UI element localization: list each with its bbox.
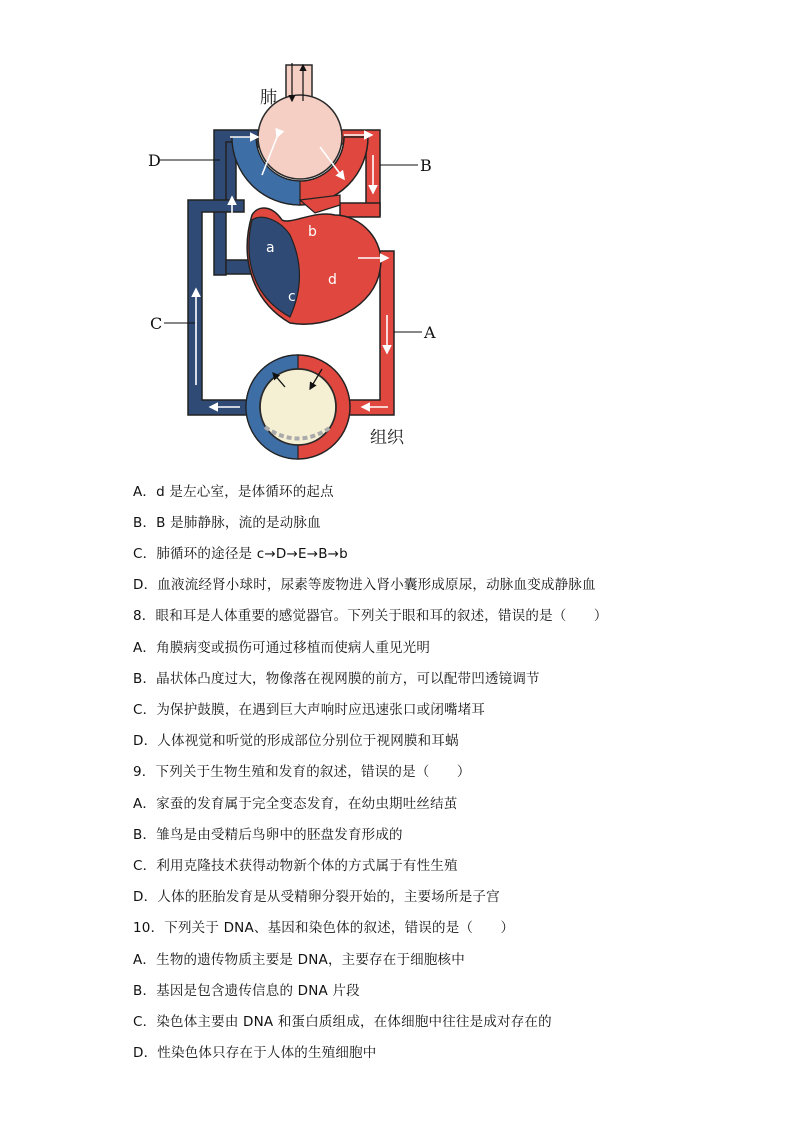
option-8a: A．角膜病变或损伤可通过移植而使病人重见光明 (133, 640, 431, 656)
blood-circulation-diagram (140, 55, 450, 470)
option-9d: D．人体的胚胎发育是从受精卵分裂开始的，主要场所是子宫 (133, 889, 500, 905)
option-9b: B．雏鸟是由受精后鸟卵中的胚盘发育形成的 (133, 827, 403, 843)
option-9a: A．家蚕的发育属于完全变态发育，在幼虫期吐丝结茧 (133, 796, 458, 812)
label-B: B (420, 156, 432, 175)
option-7d: D．血液流经肾小球时，尿素等废物进入肾小囊形成原尿，动脉血变成静脉血 (133, 577, 596, 593)
option-8c: C．为保护鼓膜，在遇到巨大声响时应迅速张口或闭嘴堵耳 (133, 702, 486, 718)
label-A: A (424, 323, 436, 342)
label-d: d (328, 272, 337, 288)
tissue-organ (246, 355, 350, 459)
option-10b: B．基因是包含遗传信息的 DNA 片段 (133, 983, 360, 999)
label-lung: 肺 (260, 88, 277, 108)
label-a: a (266, 240, 275, 256)
label-tissue: 组织 (370, 428, 404, 448)
option-7a: A．d 是左心室，是体循环的起点 (133, 484, 334, 500)
question-8: 8．眼和耳是人体重要的感觉器官。下列关于眼和耳的叙述，错误的是（ ） (133, 608, 608, 624)
question-10: 10．下列关于 DNA、基因和染色体的叙述，错误的是（ ） (133, 920, 515, 936)
label-D: D (148, 151, 161, 170)
option-10d: D．性染色体只存在于人体的生殖细胞中 (133, 1045, 377, 1061)
option-8d: D．人体视觉和听觉的形成部位分别位于视网膜和耳蜗 (133, 733, 459, 749)
label-C: C (150, 314, 163, 333)
option-10c: C．染色体主要由 DNA 和蛋白质组成，在体细胞中往往是成对存在的 (133, 1014, 552, 1030)
option-9c: C．利用克隆技术获得动物新个体的方式属于有性生殖 (133, 858, 458, 874)
question-9: 9．下列关于生物生殖和发育的叙述，错误的是（ ） (133, 764, 471, 780)
label-c: c (288, 289, 296, 305)
option-10a: A．生物的遗传物质主要是 DNA，主要存在于细胞核中 (133, 952, 465, 968)
option-8b: B．晶状体凸度过大，物像落在视网膜的前方，可以配带凹透镜调节 (133, 671, 540, 687)
option-7c: C．肺循环的途径是 c→D→E→B→b (133, 546, 348, 562)
option-7b: B．B 是肺静脉，流的是动脉血 (133, 515, 321, 531)
label-b: b (308, 224, 317, 240)
